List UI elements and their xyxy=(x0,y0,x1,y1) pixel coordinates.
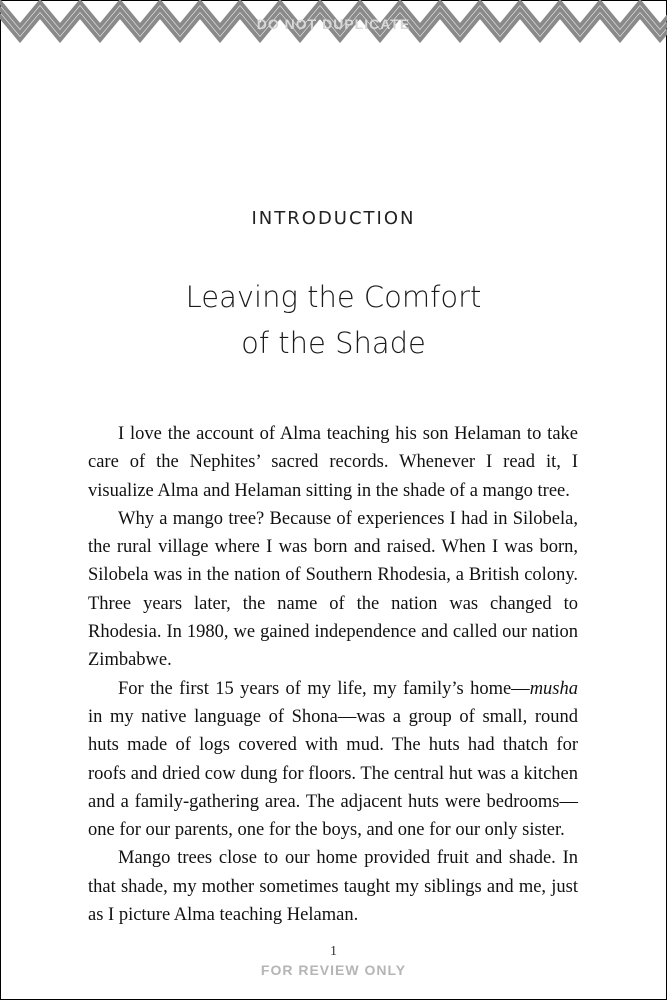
watermark-bottom: FOR REVIEW ONLY xyxy=(260,962,407,978)
paragraph-4: Mango trees close to our home provided fruit and shade. In that shade, my mother sometimes taught my siblings and me, just as I picture Alma teaching Helaman. xyxy=(88,848,578,926)
page-number: 1 xyxy=(330,944,337,959)
watermark-top: DO NOT DUPLICATE xyxy=(256,16,411,32)
body-text xyxy=(88,420,578,929)
chapter-title-line-1: Leaving the Comfort xyxy=(185,280,482,314)
chapter-title xyxy=(0,274,667,366)
paragraph-2: Why a mango tree? Because of experiences I had in Silobela, the rural village where I was born and raised. When I was born, Silobela was in the nation of Southern Rhodesia, a British colony. Three years later, the name of the nation was changed to Rhodesia. In 1980, we gained independence and called our nation Zimbabwe. xyxy=(88,508,578,671)
chapter-title-line-2: of the Shade xyxy=(241,326,426,360)
italic-word-musha: musha xyxy=(529,678,578,699)
chapter-label: INTRODUCTION xyxy=(251,208,416,229)
paragraph-1: I love the account of Alma teaching his son Helaman to take care of the Nephites’ sacred records. Whenever I read it, I visualize Alma and Helaman sitting in the shade of a mango tree. xyxy=(88,424,578,501)
paragraph-3-text-after: in my native language of Shona—was a group of small, round huts made of logs covered with mud. The huts had thatch for roofs and dried cow dung for floors. The central hut was a kitchen and a family-gathering area. The adjacent huts were bedrooms—one for our parents, one for the boys, and one for our only sister. xyxy=(88,706,578,841)
paragraph-3-text-before: For the first 15 years of my life, my family’s home— xyxy=(118,678,530,699)
paragraph-3 xyxy=(88,675,578,845)
